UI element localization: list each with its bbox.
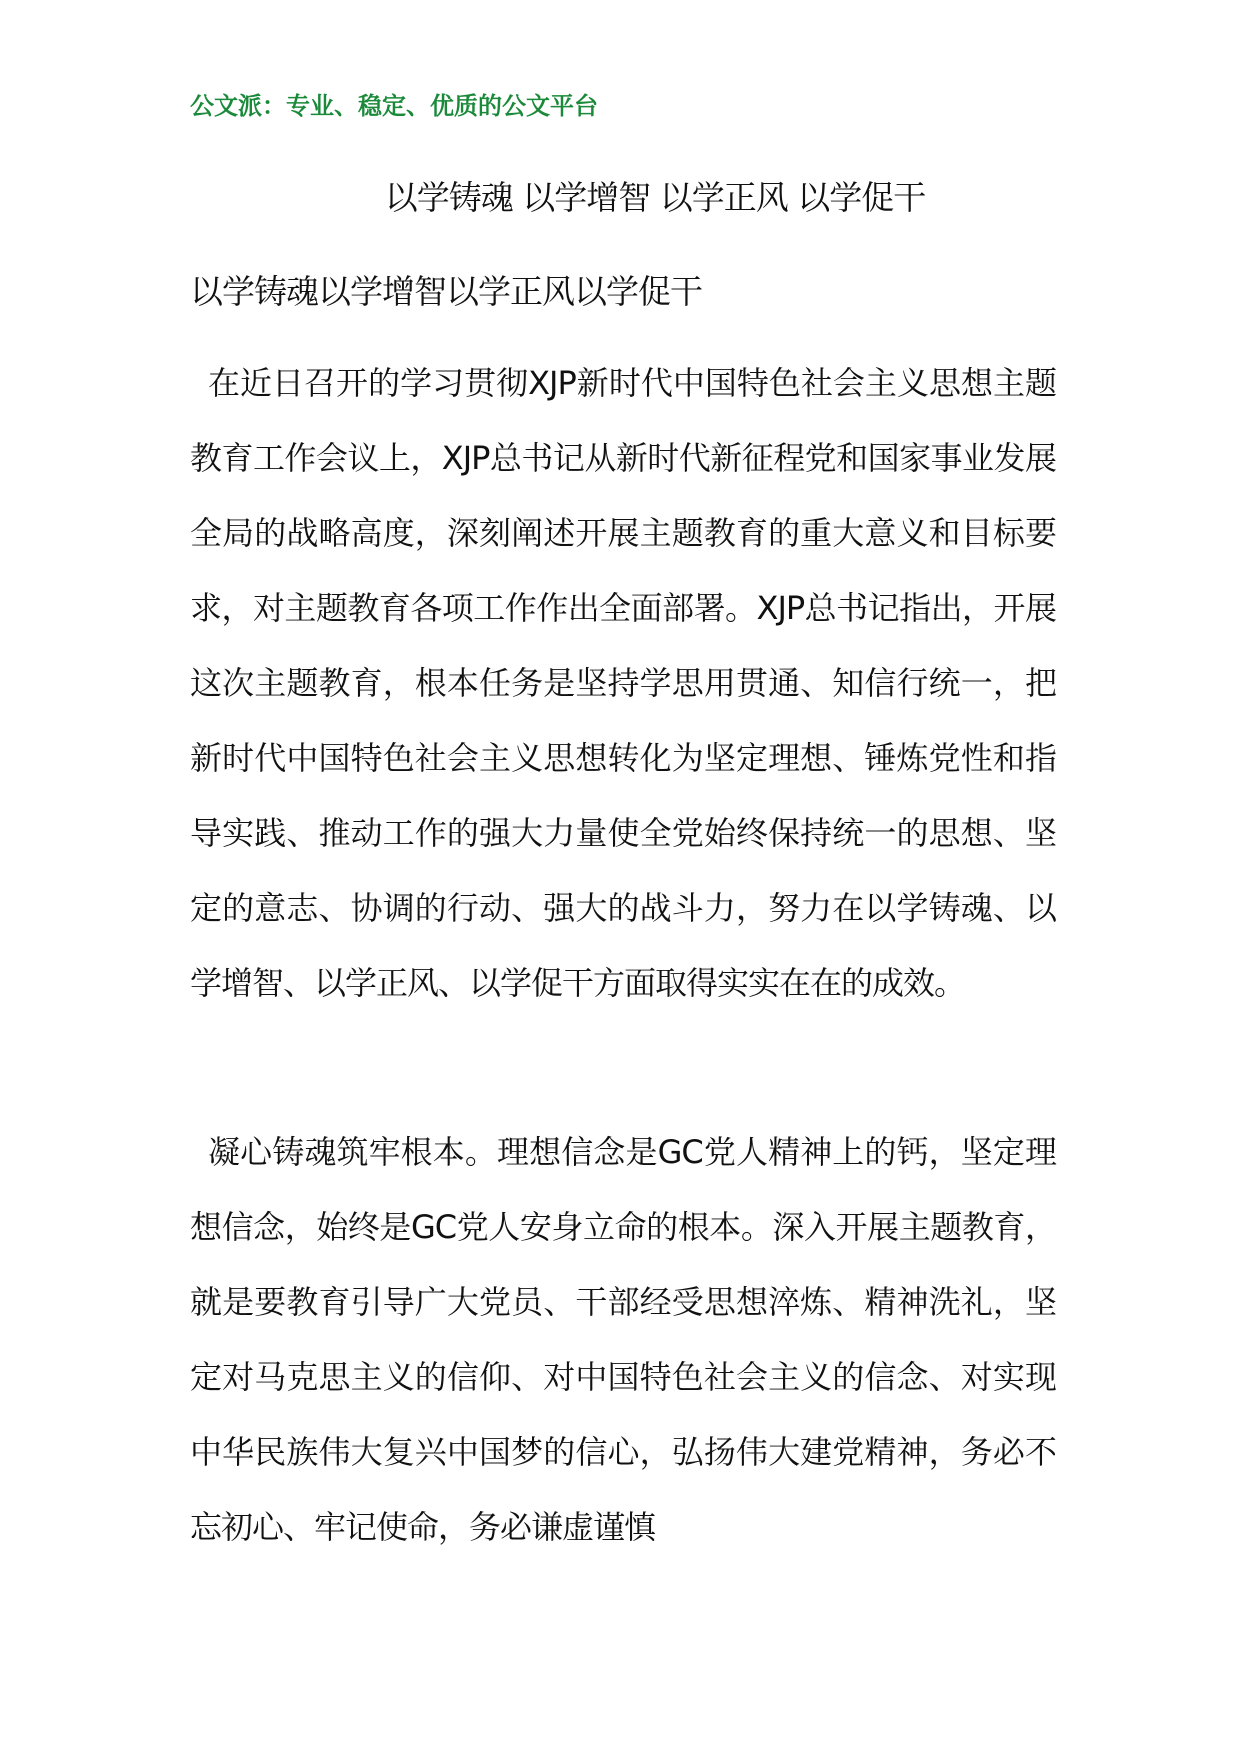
document-subtitle: 以学铸魂以学增智以学正风以学促干 <box>190 272 702 311</box>
body-paragraph-2: 凝心铸魂筑牢根本。理想信念是GC党人精神上的钙，坚定理想信念，始终是GC党人安身立命的根本。深入开展主题教育，就是要教育引导广大党员、干部经受思想淬炼、精神洗礼，坚定对马克思主义的信仰、对中国特色社会主义的信念、对实现中华民族伟大复兴中国梦的信心，弘扬伟大建党精神，务必不忘初心、牢记使命，务必谦虚谨慎 <box>190 1133 1056 1546</box>
document-title: 以学铸魂 以学增智 以学正风 以学促干 <box>384 178 926 217</box>
platform-header-note: 公文派：专业、稳定、优质的公文平台 <box>190 92 598 120</box>
body-paragraph-1: 在近日召开的学习贯彻XJP新时代中国特色社会主义思想主题教育工作会议上，XJP总书记从新时代新征程党和国家事业发展全局的战略高度，深刻阐述开展主题教育的重大意义和目标要求，对主题教育各项工作作出全面部署。XJP总书记指出，开展这次主题教育，根本任务是坚持学思用贯通、知信行统一，把新时代中国特色社会主义思想转化为坚定理想、锤炼党性和指导实践、推动工作的强大力量使全党始终保持统一的思想、坚定的意志、协调的行动、强大的战斗力，努力在以学铸魂、以学增智、以学正风、以学促干方面取得实实在在的成效。 <box>190 364 1056 1002</box>
